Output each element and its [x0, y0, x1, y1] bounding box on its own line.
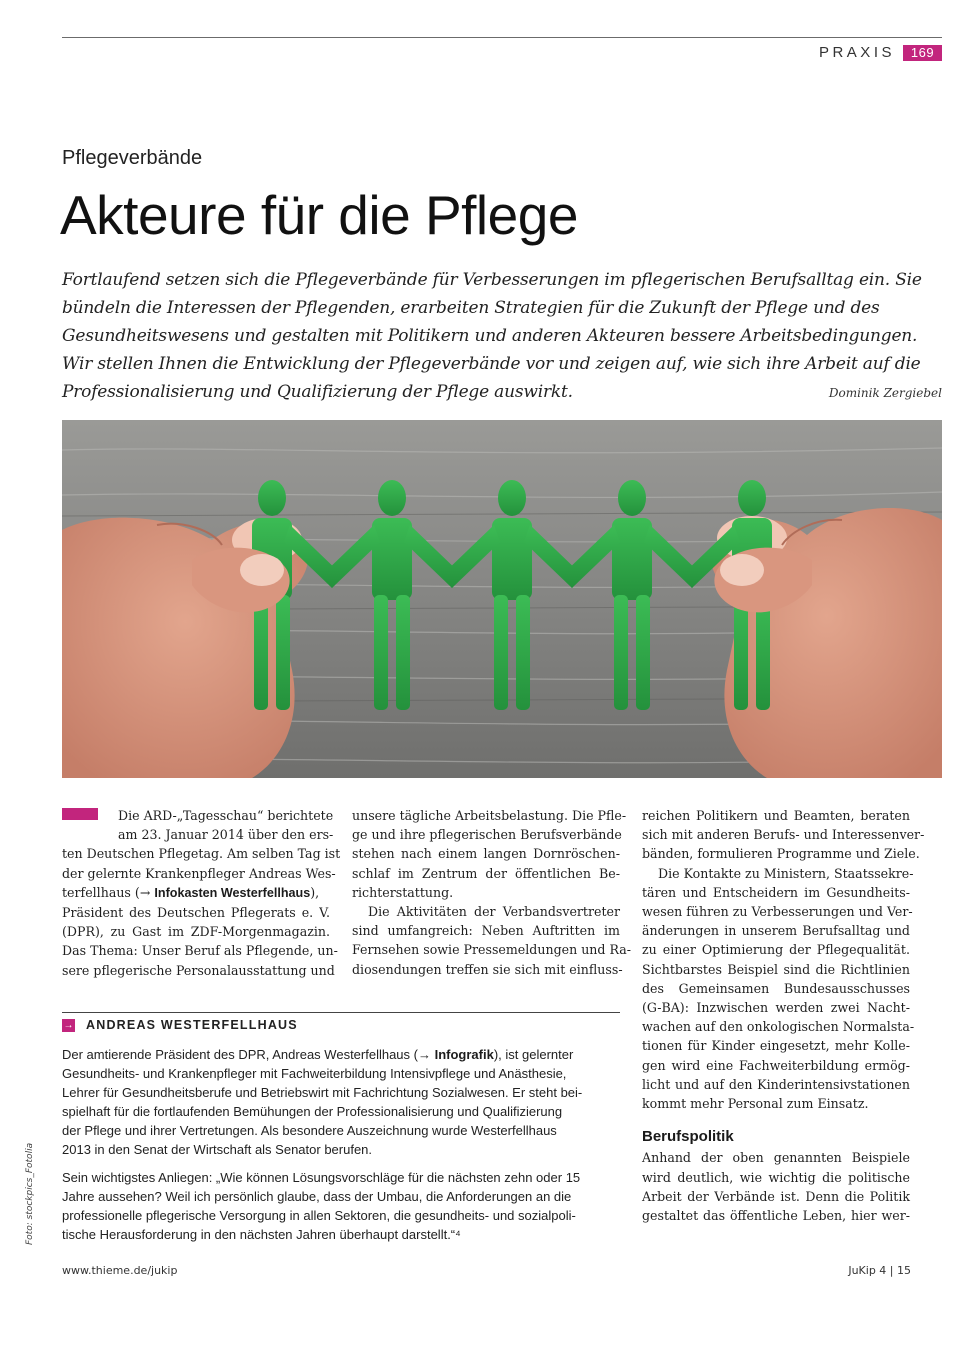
infobox-line: Gesundheits- und Krankenpfleger mit Fachweiterbildung Intensivpflege und Anästhesie,	[62, 1066, 567, 1081]
photo-credit-wrap	[25, 1142, 37, 1370]
article-kicker: Pflegeverbände	[62, 147, 203, 169]
lead-line: Professionalisierung und Qualifizierung der Pflege auswirkt.	[62, 382, 573, 402]
body-line: am 23. Januar 2014 über den ers-	[118, 827, 334, 843]
body-line: reichen Politikern und Beamten, beraten	[642, 808, 910, 823]
infobox-line: Jahre aussehen? Weil ich persönlich glaube, dass der Umbau, die Anforderungen an die	[62, 1189, 572, 1204]
body-line: unsere tägliche Arbeitsbelastung. Die Pfle-	[352, 808, 627, 823]
infobox-line: tische Herausforderung in den nächsten Jahren überhaupt darstellt.“⁴	[62, 1227, 461, 1242]
infobox-rule	[62, 1012, 620, 1013]
subheading-berufspolitik: Berufspolitik	[642, 1128, 734, 1146]
arrow-icon: →	[63, 1020, 74, 1031]
body-line: Die Kontakte zu Ministern, Staatssekre-	[658, 865, 914, 881]
body-line: wesen führen zu Verbesserungen und Ver-	[642, 904, 913, 920]
body-line: licht und auf den Kinderintensivstationen	[642, 1076, 910, 1092]
body-line: änderungen in unserem Berufsalltag und	[642, 923, 910, 939]
body-line: Sichtbarstes Beispiel sind die Richtlinien	[642, 961, 910, 977]
body-line: Anhand der oben genannten Beispiele	[642, 1150, 910, 1166]
infobox-line	[62, 1045, 618, 1064]
photo-credit: Foto: stockpics_Fotolia	[25, 1142, 35, 1245]
body-text: terfellhaus (→	[62, 884, 155, 900]
body-line: ge und ihre pflegerischen Berufsverbände	[352, 827, 622, 843]
text-column-3	[642, 806, 925, 1225]
infobox-text: Der amtierende Präsident des DPR, Andreas Westerfellhaus (→	[62, 1047, 435, 1062]
infobox-line: 2013 in den Senat der Wirtschaft als Senator berufen.	[62, 1142, 373, 1157]
body-line: sich mit anderen Berufs- und Interessenver-	[642, 827, 925, 843]
body-line: Die ARD-„Tagesschau“ berichtete	[118, 808, 334, 823]
body-line: der gelernte Krankenpfleger Andreas Wes-	[62, 865, 336, 881]
infobox-title: ANDREAS WESTERFELLHAUS	[86, 1018, 298, 1032]
lead-line: Wir stellen Ihnen die Entwicklung der Pflegeverbände vor und zeigen auf, wie sich ihre Arbeit auf die	[62, 354, 921, 374]
article-title: Akteure für die Pflege	[60, 184, 578, 246]
body-line: tionen für Kinder eingesetzt, mehr Kolle-	[642, 1038, 910, 1054]
body-line: bänden, formulieren Programme und Ziele.	[642, 846, 920, 862]
body-line: gen wird eine Fachweiterbildung ermög-	[642, 1057, 910, 1073]
footer-url[interactable]: www.thieme.de/jukip	[62, 1264, 178, 1277]
infobox-line: Sein wichtigstes Anliegen: „Wie können Lösungsvorschläge für die nächsten zehn oder 15	[62, 1170, 581, 1185]
body-line: kommt mehr Personal zum Einsatz.	[642, 1096, 869, 1112]
infobox-body	[62, 1045, 618, 1253]
body-line: wird deutlich, wie wichtig die politische	[642, 1169, 910, 1185]
body-line: Präsident des Deutschen Pflegerats e. V.	[62, 905, 330, 921]
text-column-1	[62, 806, 341, 980]
body-line: Die Aktivitäten der Verbandsvertreter	[368, 904, 620, 920]
body-line: ten Deutschen Pflegetag. Am selben Tag ist	[62, 846, 341, 862]
infobox-text: ), ist gelernter	[493, 1047, 574, 1062]
lead-line: Gesundheitswesens und gestalten mit Politikern und anderen Akteuren bessere Arbeitsbedingungen.	[62, 326, 918, 346]
body-line: wachen auf den onkologischen Normalsta-	[642, 1019, 915, 1035]
section-label: PRAXIS	[818, 44, 895, 61]
body-line: (G-BA): Inzwischen werden zwei Nacht-	[642, 1000, 910, 1016]
body-line	[62, 883, 330, 903]
lead-line: bündeln die Interessen der Pflegenden, erarbeiten Strategien für die Zukunft der Pflege und des	[62, 298, 880, 318]
body-line: diosendungen treffen sie sich mit einfluss-	[352, 961, 623, 977]
page-number-badge: 169	[903, 45, 942, 61]
body-line: (DPR), zu Gast im ZDF-Morgenmagazin.	[62, 924, 330, 940]
infobox-paragraph	[62, 1168, 618, 1244]
body-line: Arbeit der Verbände ist. Denn die Politik	[642, 1188, 910, 1204]
photo-illustration	[62, 420, 942, 778]
top-rule	[62, 37, 942, 38]
body-line: des Gemeinsamen Bundesausschusses	[642, 980, 910, 996]
infobox-line: spielhaft für die fortlaufenden Bemühungen der Professionalisierung und Qualifizierung	[62, 1104, 563, 1119]
body-line: Das Thema: Unser Beruf als Pflegende, un-	[62, 943, 338, 959]
body-line: zu einer Optimierung der Pflegequalität.	[642, 942, 910, 958]
text-column-2	[352, 806, 632, 979]
infografik-link[interactable]: Infografik	[434, 1047, 494, 1062]
infobox-line: Lehrer für Gesundheitsberufe und Betriebswirt mit Fachrichtung Sozialwesen. Er steht bei-	[62, 1085, 583, 1100]
body-line: Fernsehen sowie Pressemeldungen und Ra-	[352, 942, 632, 958]
body-line: schlaf im Zentrum der öffentlichen Be-	[352, 865, 620, 881]
infobox-line: der Pflege und ihrer Vertretungen. Als besondere Auszeichnung wurde Westerfellhaus	[62, 1123, 557, 1138]
lead-line: Fortlaufend setzen sich die Pflegeverbände für Verbesserungen im pflegerischen Berufsalltag ein. Sie	[62, 270, 922, 290]
article-author: Dominik Zergiebel	[828, 386, 942, 400]
body-text: ),	[310, 884, 320, 900]
article-photo	[62, 420, 942, 778]
body-line: gestaltet das öffentliche Leben, hier wer-	[642, 1208, 910, 1224]
article-lead	[62, 266, 942, 406]
body-line: sind umfangreich: Neben Auftritten im	[352, 923, 620, 939]
body-line: stehen nach einem langen Dornröschen-	[352, 846, 620, 862]
body-line: richterstattung.	[352, 884, 454, 900]
infokasten-link[interactable]: Infokasten Westerfellhaus	[154, 885, 311, 900]
infobox-line: professionelle pflegerische Versorgung in allen Sektoren, die gesundheits- und sozialpoli-	[62, 1208, 576, 1223]
footer-issue: JuKip 4 | 15	[848, 1264, 911, 1277]
body-line: tären und Entscheidern im Gesundheits-	[642, 884, 910, 900]
body-line: sere pflegerische Personalausstattung und	[62, 962, 335, 978]
infobox-paragraph	[62, 1045, 618, 1159]
